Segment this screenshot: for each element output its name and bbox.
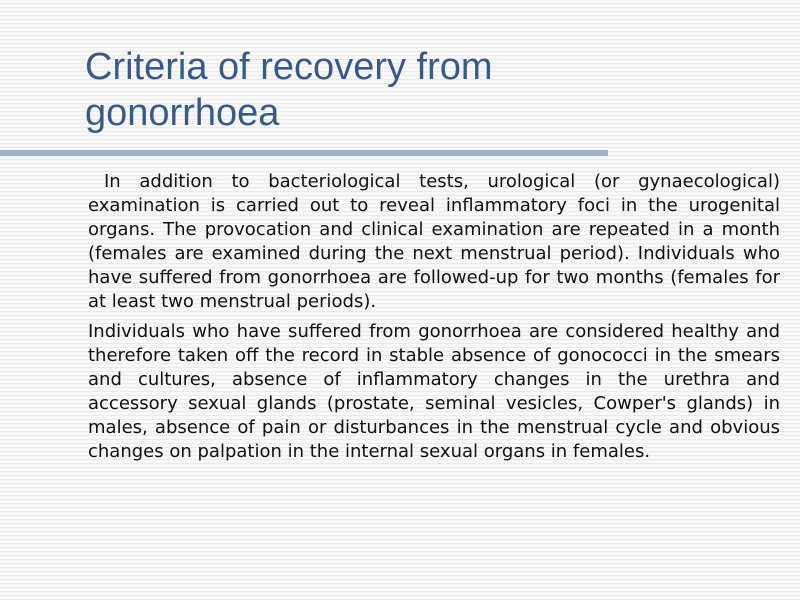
slide-title: Criteria of recovery from gonorrhoea: [85, 46, 493, 134]
title-divider: [0, 150, 608, 156]
paragraph-recovery-tests: In addition to bacteriological tests, urological (or gynaecological) examination is carried out to reveal inflammatory foci in the urogenital organs. The provocation and clinical examination are repeated in a month (females are examined during the next menstrual period). Individuals who have suffered from gonorrhoea are followed-up for two months (females for at least two menstrual periods).: [88, 171, 780, 312]
slide-body: [88, 170, 780, 470]
paragraph-recovery-criteria: Individuals who have suffered from gonorrhoea are considered healthy and therefore taken off the record in stable absence of gonococci in the smears and cultures, absence of inflammatory changes in the urethra and accessory sexual glands (prostate, seminal vesicles, Cowper's glands) in males, absence of pain or disturbances in the menstrual cycle and obvious changes on palpation in the internal sexual organs in females.: [88, 321, 780, 462]
